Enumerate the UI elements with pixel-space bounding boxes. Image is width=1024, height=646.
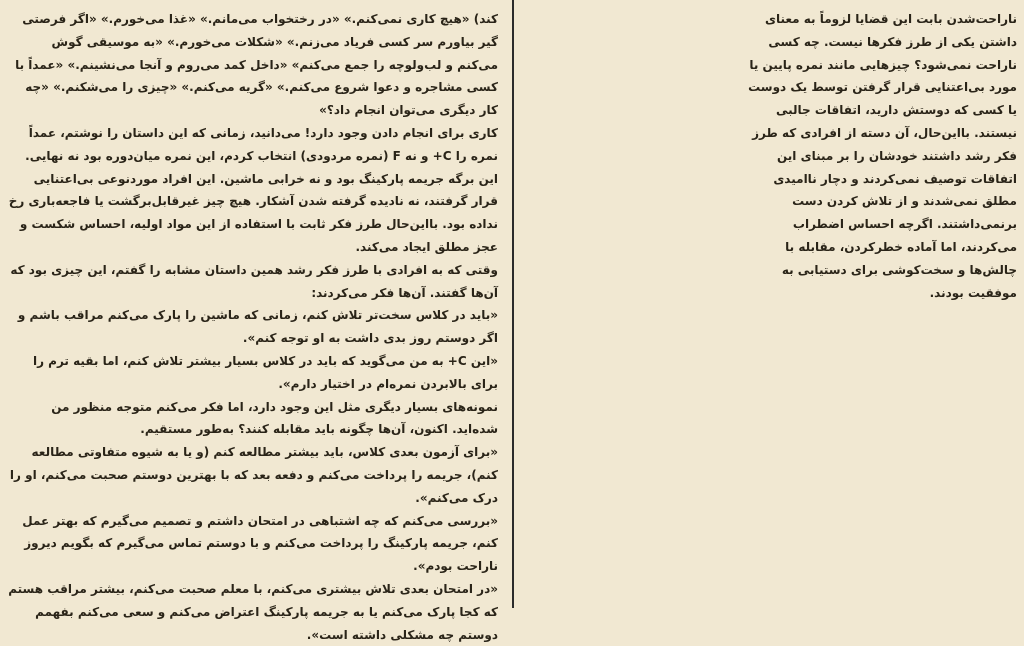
left-page-paragraph-2: کاری برای انجام دادن وجود دارد! می‌دانید، زمانی که این داستان را نوشتم، عمداً نمره را C+ و نه F (نمره مردودی) انتخاب کردم، این نمره میان‌دوره بود نه نهایی. این برگه جریمه پارکینگ بود و نه خرابی ماشین. این افراد موردنوعی بی‌اعتنایی قرار گرفتند، نه نادیده گرفته شدن آشکار. هیچ چیز غیرقابل‌برگشت یا فاجعه‌باری رخ نداده بود. بااین‌حال طرز فکر ثابت با استفاده از این مواد اولیه، احساس شکست و عجز مطلق ایجاد می‌کند. — [8, 125, 498, 254]
left-page-paragraph-7: «برای آزمون بعدی کلاس، باید بیشتر مطالعه کنم (و یا به شیوه متفاوتی مطالعه کنم)، جریمه را پرداخت می‌کنم و دفعه بعد که با بهترین دوستم صحبت می‌کنم، او را درک می‌کنم». — [9, 445, 498, 505]
left-page-paragraph-6: نمونه‌های بسیار دیگری مثل این وجود دارد، اما فکر می‌کنم متوجه منظور من شده‌اید. اکنون، آن‌ها چگونه باید مقابله کنند؟ به‌طور مستقیم. — [51, 399, 498, 437]
page-divider — [512, 0, 514, 608]
right-page — [739, 8, 1017, 304]
left-page-paragraph-4: «باید در کلاس سخت‌تر تلاش کنم، زمانی که ماشین را پارک می‌کنم مراقب باشم و اگر دوستم روز بدی داشت به او توجه کنم». — [17, 308, 498, 346]
left-page-paragraph-8: «بررسی می‌کنم که چه اشتباهی در امتحان داشتم و تصمیم می‌گیرم که بهتر عمل کنم، جریمه پارکینگ را پرداخت می‌کنم و با دوستم تماس می‌گیرم که بگویم دیروز ناراحت بودم». — [22, 513, 498, 574]
left-page-paragraph-1: کند) «هیچ کاری نمی‌کنم.» «در رختخواب می‌مانم.» «غذا می‌خورم.» «اگر فرصتی گیر بیاورم سر کسی فریاد می‌زنم.» «شکلات می‌خورم.» «به موسیقی گوش می‌کنم و لب‌ولوچه را جمع می‌کنم» «داخل کمد می‌روم و آنجا می‌نشینم.» «عمداً با کسی مشاجره و دعوا شروع می‌کنم.» «گریه می‌کنم.» «چیزی را می‌شکنم.» «چه کار دیگری می‌توان انجام داد؟» — [15, 12, 498, 118]
left-page-paragraph-5: «این C+ به من می‌گوید که باید در کلاس بسیار بیشتر تلاش کنم، اما بقیه ترم را برای بالابردن نمره‌ام در اختیار دارم». — [32, 353, 498, 391]
right-page-paragraph: ناراحت‌شدن بابت این قضایا لزوماً به معنای داشتن یکی از طرز فکرها نیست. چه کسی ناراحت نمی‌شود؟ چیزهایی مانند نمره پایین یا مورد بی‌اعتنایی قرار گرفتن توسط یک دوست یا کسی که دوستش دارید، اتفاقات جالبی نیستند. بااین‌حال، آن دسته از افرادی که طرز فکر رشد داشتند خودشان را بر مبنای این اتفاقات توصیف نمی‌کردند و دچار ناامیدی مطلق نمی‌شدند و از تلاش کردن دست برنمی‌داشتند. اگرچه احساس اضطراب می‌کردند، اما آماده خطرکردن، مقابله با چالش‌ها و سخت‌کوشی برای دستیابی به موفقیت بودند. — [748, 12, 1017, 300]
left-page-paragraph-9: «در امتحان بعدی تلاش بیشتری می‌کنم، با معلم صحبت می‌کنم، بیشتر مراقب هستم که کجا پارک می‌کنم یا به جریمه پارکینگ اعتراض می‌کنم و سعی می‌کنم بفهمم دوستم چه مشکلی داشته است». — [8, 581, 498, 642]
left-page-paragraph-3: وقتی که به افرادی با طرز فکر رشد همین داستان مشابه را گفتم، این چیزی بود که آن‌ها گفتند. آن‌ها فکر می‌کردند: — [10, 262, 498, 300]
left-page — [8, 8, 498, 646]
